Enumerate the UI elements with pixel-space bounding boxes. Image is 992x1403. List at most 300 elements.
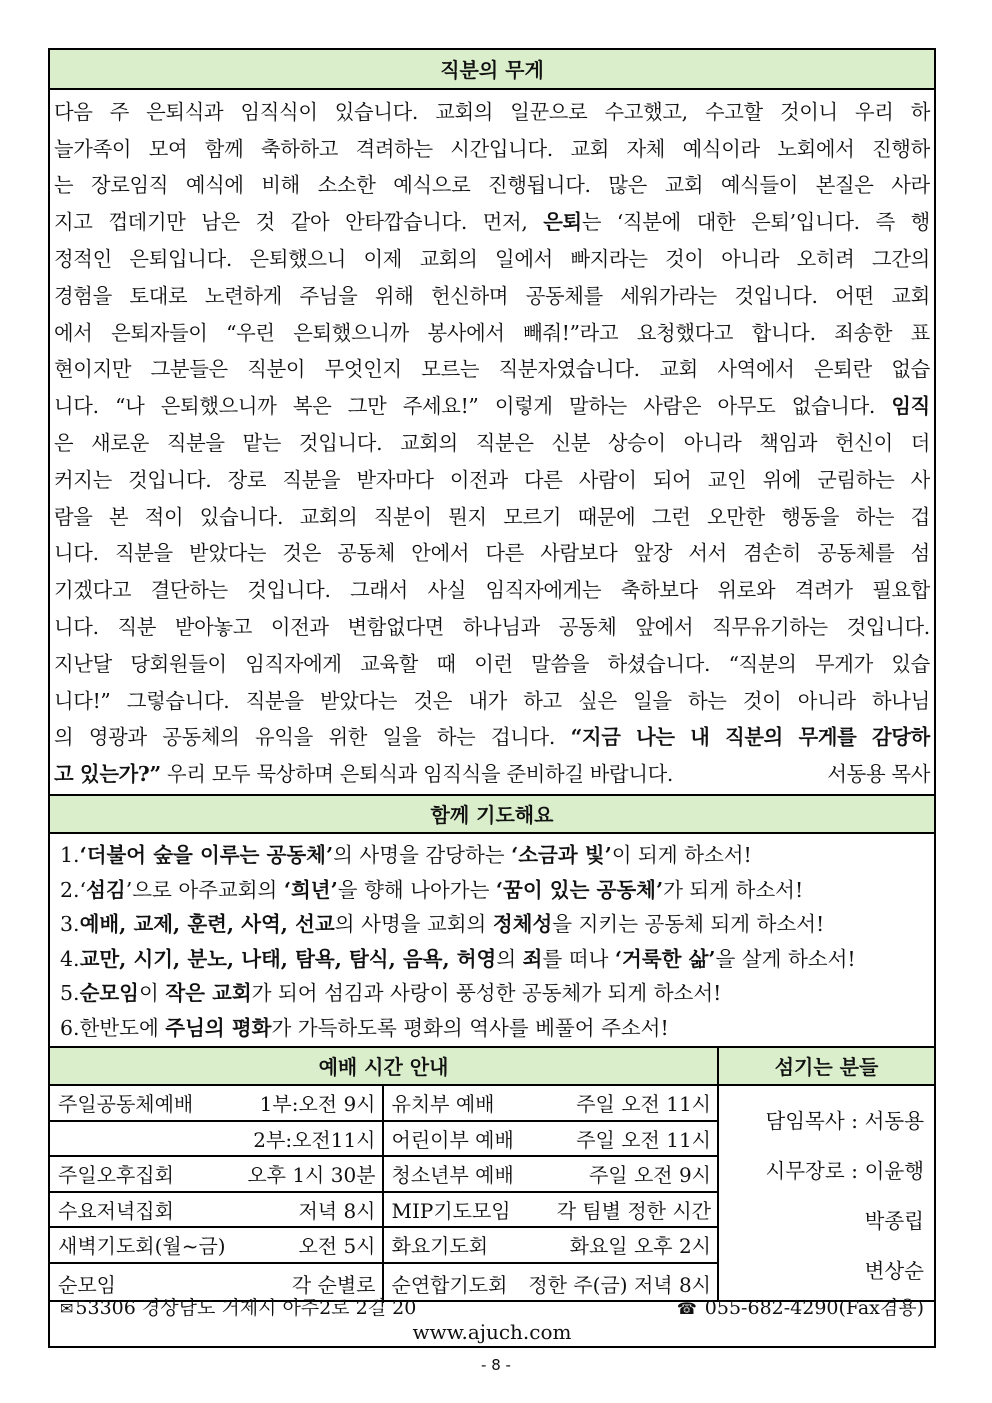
essay-word: 토대로 <box>129 283 188 308</box>
essay-word: 직분 <box>117 615 157 640</box>
bold-text: ‘소금과 빛’ <box>511 843 612 867</box>
essay-word: 축하보다 <box>620 578 698 603</box>
essay-word: 직분이 <box>247 357 306 382</box>
essay-word: 교회 <box>664 173 704 198</box>
service-time: 주일 오전 11시 <box>576 1127 711 1152</box>
prayer-item <box>60 942 934 977</box>
schedule-row <box>50 1086 717 1122</box>
essay-word: 때 <box>436 651 456 676</box>
essay-word: 임직식이 <box>240 99 318 124</box>
essay-word: 되어 <box>652 467 692 492</box>
text: 을 지키는 공동체 되게 하소서! <box>552 912 825 936</box>
essay-word: 사람은 <box>643 394 702 419</box>
essay-word: 직분의 <box>725 725 783 750</box>
essay-line <box>54 386 930 423</box>
schedule-cell <box>50 1086 384 1120</box>
essay-word: 일을 <box>633 688 672 713</box>
bold-text: 고 있는가?” <box>54 762 161 787</box>
essay-word: 주세요!” <box>402 394 479 419</box>
schedule-row <box>50 1157 717 1193</box>
service-time: 각 팀별 정한 시간 <box>556 1198 711 1223</box>
essay-word: 먼저, <box>482 210 528 235</box>
service-time: 2부:오전11시 <box>253 1127 376 1152</box>
text: 이 <box>138 981 166 1005</box>
envelope-icon: ✉ <box>60 1299 74 1318</box>
staff-title: 섬기는 분들 <box>719 1048 934 1086</box>
essay-word: 공동체의 <box>162 725 240 750</box>
essay-word: 노회에서 <box>777 136 855 161</box>
essay-word: 교인 <box>707 467 747 492</box>
essay-word: 있습니다. <box>199 504 284 529</box>
bold-text: 섬김 <box>86 877 126 902</box>
service-time: 오전 5시 <box>298 1234 376 1259</box>
essay-word: 은퇴했으니 <box>249 247 346 272</box>
text: 가 되어 섬김과 사랑이 풍성한 공동체가 되게 하소서! <box>251 981 722 1005</box>
essay-word: 것이 <box>665 247 704 272</box>
essay-word: 교회의 <box>435 99 494 124</box>
essay-word: ‘직분에 <box>616 210 681 235</box>
essay-word: 표 <box>910 320 930 345</box>
text: ’으로 아주교회의 <box>125 877 284 902</box>
service-time: 정한 주(금) 저녁 8시 <box>528 1272 711 1297</box>
essay-word: 상승이 <box>607 431 666 456</box>
schedule-cell <box>50 1122 384 1156</box>
bold-text: ‘꿈이 있는 공동체’ <box>495 877 664 902</box>
essay-word: 은퇴입니다. <box>129 247 233 272</box>
essay-word: 변함없다면 <box>347 615 444 640</box>
essay-line <box>54 166 930 203</box>
essay-word: 어떤 <box>835 283 874 308</box>
bold-text: ‘더불어 숲을 이루는 공동체’ <box>79 843 334 867</box>
schedule-title: 예배 시간 안내 <box>50 1048 717 1086</box>
essay-word: 는 <box>54 173 74 198</box>
schedule-cell <box>384 1086 718 1120</box>
schedule-cell <box>384 1228 718 1262</box>
service-time: 주일 오전 9시 <box>588 1163 711 1188</box>
text: 이 되게 하소서! <box>611 843 752 867</box>
essay-word: 교회의 <box>419 247 478 272</box>
text: 우리 모두 묵상하며 은퇴식과 임직식을 준비하길 바랍니다. <box>160 762 674 787</box>
essay-word: 이전과 <box>449 467 508 492</box>
essay-word: 복은 <box>292 394 332 419</box>
essay-word: 격려하는 <box>355 136 433 161</box>
text: 의 사명을 교회의 <box>334 912 493 936</box>
essay-word: 적이 <box>144 504 184 529</box>
essay-word: 그렇습니다. <box>126 688 230 713</box>
essay-word: 말씀을 <box>531 651 590 676</box>
bold-text: ‘희년’ <box>283 877 338 902</box>
essay-word: 공동체 <box>337 541 396 566</box>
text: 2.‘ <box>60 877 87 902</box>
essay-word: 은퇴식과 <box>146 99 224 124</box>
essay-word: 있습 <box>891 651 930 676</box>
staff-line: 담임목사 : 서동용 <box>765 1109 924 1133</box>
essay-word: 시간입니다. <box>450 136 553 161</box>
essay-word: 위로와 <box>717 578 776 603</box>
essay-word: 같아 <box>290 210 330 235</box>
schedule-cell <box>384 1193 718 1227</box>
essay-line <box>54 92 930 129</box>
essay-word: 더 <box>910 431 930 456</box>
essay-line <box>54 129 930 166</box>
essay-word: 아무도 <box>717 394 776 419</box>
text: 가 가득하도록 평화의 역사를 베풀어 주소서! <box>271 1015 669 1040</box>
essay-word: 자체 <box>626 136 666 161</box>
signature: 서동용 목사 <box>827 762 930 787</box>
essay-word: 니다. <box>54 394 99 419</box>
essay-word: 그래서 <box>350 578 408 603</box>
essay-word: 앞에서 <box>635 615 694 640</box>
schedule-cell <box>50 1228 384 1262</box>
essay-word: 책임과 <box>759 431 818 456</box>
essay-word: 겸손히 <box>743 541 802 566</box>
essay-word: 때문에 <box>577 504 636 529</box>
bold-text: 죄 <box>522 946 543 971</box>
essay-word: 위한 <box>328 725 368 750</box>
essay-word: 사라 <box>891 173 930 198</box>
essay-line <box>54 460 930 497</box>
essay-word: 것은 <box>413 688 453 713</box>
staff-line: 변상순 <box>864 1259 924 1283</box>
prayer-item <box>60 1011 934 1046</box>
essay-word: 본질은 <box>815 173 874 198</box>
essay-word: 것입니다. <box>734 283 818 308</box>
essay-word: 니다. <box>54 541 99 566</box>
essay-word: 에서 <box>54 320 93 345</box>
essay-word: 하는 <box>855 504 895 529</box>
essay-word: 섬 <box>910 541 930 566</box>
essay-line <box>54 534 930 571</box>
essay-word: 봉사에서 <box>427 320 505 345</box>
text: 5. <box>60 981 80 1005</box>
service-time: 화요일 오후 2시 <box>569 1234 711 1259</box>
essay-word: 받아놓고 <box>174 615 253 640</box>
essay-word: 장로임직 <box>90 173 169 198</box>
essay-word: 안에서 <box>411 541 470 566</box>
essay-word: 지난달 <box>54 651 112 676</box>
essay-word: 것입니다. <box>128 467 212 492</box>
essay-word: 신분 <box>551 431 591 456</box>
essay-word: 빠지라는 <box>570 247 648 272</box>
essay-word: 교회 <box>659 357 698 382</box>
essay-word: 것입니다. <box>298 431 383 456</box>
essay-word: 없습 <box>891 357 930 382</box>
essay-word: 모르는 <box>421 357 480 382</box>
schedule-cell <box>50 1157 384 1191</box>
essay-word: 하는 <box>687 688 727 713</box>
essay-word: 은퇴했으니까 <box>160 394 277 419</box>
essay-line <box>54 607 930 644</box>
schedule-row <box>50 1122 717 1158</box>
service-name: 유치부 예배 <box>391 1092 495 1117</box>
essay-word: 임직 <box>891 394 930 419</box>
essay-word: 은퇴자들이 <box>111 320 208 345</box>
essay-word: 오만한 <box>706 504 765 529</box>
service-time: 각 순별로 <box>291 1272 376 1297</box>
essay-word: 정적인 <box>54 247 112 272</box>
essay-word: “나 <box>115 394 145 419</box>
website-link[interactable]: www.ajuch.com <box>412 1320 572 1344</box>
essay-word: 무게가 <box>815 651 873 676</box>
essay-word: 말하는 <box>569 394 627 419</box>
service-name: 순연합기도회 <box>391 1272 508 1297</box>
service-name: MIP기도모임 <box>391 1198 511 1223</box>
essay-word: 예식으로 <box>393 173 471 198</box>
essay-word: 싶은 <box>578 688 617 713</box>
essay-word: 헌신하며 <box>431 283 509 308</box>
essay-word: 무엇인지 <box>324 357 402 382</box>
text: 를 떠나 <box>542 946 615 971</box>
essay-word: 예식에 <box>185 173 244 198</box>
essay-word: 나는 <box>636 725 675 750</box>
essay-word: 앞장 <box>633 541 673 566</box>
essay-word: 내가 <box>468 688 507 713</box>
essay-word: 죄송한 <box>834 320 893 345</box>
essay-line <box>54 644 930 681</box>
essay-body <box>50 90 934 796</box>
essay-word: 직분을 <box>282 467 341 492</box>
essay-line-text <box>54 758 673 787</box>
essay-word: 군림하는 <box>817 467 895 492</box>
essay-word: 늘가족이 <box>54 136 132 161</box>
essay-word: 함께 <box>204 136 244 161</box>
essay-word: 본 <box>109 504 129 529</box>
service-time: 저녁 8시 <box>298 1198 376 1223</box>
service-name: 새벽기도회(월~금) <box>58 1234 226 1259</box>
essay-word: 축하하고 <box>260 136 339 161</box>
essay-word: 즉 <box>875 210 895 235</box>
essay-word: 경험을 <box>54 283 112 308</box>
essay-word: 일을 <box>382 725 422 750</box>
essay-word: 현이지만 <box>54 357 132 382</box>
essay-word: 받았다는 <box>189 541 267 566</box>
essay-word: 장로 <box>227 467 267 492</box>
essay-word: 주 <box>109 99 130 124</box>
essay-word: 하나님과 <box>462 615 540 640</box>
essay-word: 필요합 <box>872 578 930 603</box>
essay-word: 다른 <box>485 541 524 566</box>
essay-word: 사실 <box>427 578 467 603</box>
essay-word: 것입니다. <box>846 615 930 640</box>
essay-line <box>54 754 930 791</box>
essay-word: 공동체를 <box>817 541 895 566</box>
essay-word: 사 <box>910 467 930 492</box>
essay-word: 기겠다고 <box>54 578 132 603</box>
service-time: 주일 오전 11시 <box>576 1092 711 1117</box>
service-name: 순모임 <box>58 1272 116 1297</box>
prayer-title: 함께 기도해요 <box>50 796 934 834</box>
essay-word: 공동체를 <box>525 283 603 308</box>
essay-word: 받았다는 <box>319 688 398 713</box>
phone <box>677 1295 924 1321</box>
staff-line: 시무장로 : 이윤행 <box>765 1159 924 1183</box>
essay-word: 것 <box>255 210 275 235</box>
essay-word: “직분의 <box>728 651 797 676</box>
essay-word: 헌신이 <box>834 431 893 456</box>
schedule-cell <box>50 1193 384 1227</box>
bold-text: 주님의 평화 <box>165 1015 272 1040</box>
text: 의 사명을 감당하는 <box>333 843 512 867</box>
footer <box>50 1294 934 1346</box>
essay-word: 교회의 <box>299 504 358 529</box>
essay-word: 모르기 <box>503 504 562 529</box>
essay-word: 직분을 <box>166 431 225 456</box>
essay-word: 이렇게 <box>494 394 553 419</box>
essay-word: 것입니다. <box>247 578 331 603</box>
essay-word: 예식들이 <box>720 173 799 198</box>
essay-word: 겁 <box>910 504 930 529</box>
prayer-list <box>50 834 934 1048</box>
essay-word: 위에 <box>762 467 802 492</box>
essay-word: 직분이 <box>373 504 432 529</box>
essay-word: 주님을 <box>299 283 358 308</box>
staff-line: 박종립 <box>864 1209 924 1233</box>
essay-word: 행 <box>910 210 930 235</box>
text: 6.한반도에 <box>60 1015 166 1040</box>
essay-word: 아니라 <box>683 431 742 456</box>
essay-line <box>54 681 930 718</box>
essay-word: 그만 <box>347 394 387 419</box>
essay-word: 다음 <box>54 99 93 124</box>
essay-word: 요청했다고 <box>636 320 734 345</box>
essay-word: 것은 <box>282 541 321 566</box>
essay-word: 수고할 <box>704 99 763 124</box>
essay-word: 이전과 <box>270 615 329 640</box>
essay-line <box>54 570 930 607</box>
essay-word: 일에서 <box>495 247 553 272</box>
text: 1. <box>60 843 80 867</box>
phone-text: 055-682-4290(Fax겸용) <box>704 1297 924 1319</box>
essay-word: 직무유기하는 <box>712 615 828 640</box>
text: 가 되게 하소서! <box>663 877 804 902</box>
essay-word: 임직자에게는 <box>485 578 602 603</box>
essay-word: 이제 <box>363 247 403 272</box>
essay-word: 일꾼으로 <box>510 99 588 124</box>
essay-word: 직분자였습니다. <box>498 357 640 382</box>
text: 3. <box>60 912 80 936</box>
essay-word: 받자마다 <box>356 467 434 492</box>
service-name: 화요기도회 <box>391 1234 489 1259</box>
essay-word: 직분은 <box>475 431 534 456</box>
essay-word: 행동을 <box>781 504 840 529</box>
bold-text: 예배, 교제, 훈련, 사역, 선교 <box>79 912 335 936</box>
text: 의 <box>496 946 523 971</box>
service-name: 어린이부 예배 <box>391 1127 514 1152</box>
essay-word: 다른 <box>523 467 563 492</box>
essay-word: 그간의 <box>872 247 930 272</box>
bold-text: 순모임 <box>79 981 139 1005</box>
essay-word: 은퇴했으니까 <box>293 320 409 345</box>
page-number: - 8 - <box>481 1356 511 1374</box>
text: 을 살게 하소서! <box>715 946 856 971</box>
essay-line <box>54 350 930 387</box>
essay-title: 직분의 무게 <box>50 50 934 90</box>
schedule-cell <box>384 1157 718 1191</box>
essay-word: 그런 <box>651 504 691 529</box>
essay-word: 하고 <box>523 688 562 713</box>
essay-word: 서서 <box>688 541 727 566</box>
address-text: 53306 경상남도 거제시 아주2로 2길 20 <box>75 1297 417 1319</box>
worship-schedule <box>50 1048 719 1300</box>
essay-word: 하나님 <box>871 688 930 713</box>
essay-word: 니다. <box>54 615 99 640</box>
essay-word: 예식이라 <box>682 136 760 161</box>
essay-line <box>54 276 930 313</box>
schedule-row <box>50 1228 717 1264</box>
text: 4. <box>60 946 80 971</box>
essay-word: 합니다. <box>751 320 816 345</box>
service-time: 1부:오전 9시 <box>259 1092 376 1117</box>
essay-word: 아니라 <box>721 247 780 272</box>
address <box>60 1295 416 1321</box>
essay-word: 지고 <box>54 210 93 235</box>
essay-line <box>54 239 930 276</box>
essay-word: 내 <box>690 725 710 750</box>
essay-word: “지금 <box>570 725 621 750</box>
essay-word: 영광과 <box>88 725 147 750</box>
essay-word: 새로운 <box>91 431 149 456</box>
essay-line <box>54 423 930 460</box>
staff-panel <box>719 1048 934 1300</box>
essay-word: 것이 <box>742 688 782 713</box>
essay-word: 하 <box>910 99 930 124</box>
bold-text: 정체성 <box>492 912 553 936</box>
essay-word: 은퇴는 <box>543 210 602 235</box>
essay-word: 남은 <box>201 210 240 235</box>
essay-line <box>54 718 930 755</box>
service-time: 오후 1시 30분 <box>247 1163 376 1188</box>
schedule-cell <box>384 1122 718 1156</box>
schedule-row <box>50 1193 717 1229</box>
prayer-item <box>60 907 934 942</box>
essay-word: 오히려 <box>796 247 855 272</box>
essay-word: 임직자에게 <box>245 651 342 676</box>
essay-word: 세워가라는 <box>620 283 717 308</box>
essay-word: 것이니 <box>779 99 838 124</box>
essay-word: 진행됩니다. <box>488 173 591 198</box>
essay-word: 교육할 <box>360 651 419 676</box>
essay-word: 빼줘!”라고 <box>523 320 619 345</box>
service-name: 청소년부 예배 <box>391 1163 514 1188</box>
essay-word: 은퇴’입니다. <box>751 210 860 235</box>
essay-word: 교회 <box>891 283 930 308</box>
essay-word: 교회 <box>570 136 609 161</box>
essay-word: 뭔지 <box>448 504 487 529</box>
essay-word: 비해 <box>261 173 300 198</box>
essay-word: 맡는 <box>242 431 282 456</box>
essay-line <box>54 313 930 350</box>
essay-word: 은퇴란 <box>814 357 872 382</box>
essay-word: 그분들은 <box>150 357 228 382</box>
bold-text: ‘거룩한 삶’ <box>614 946 716 971</box>
essay-word: 하셨습니다. <box>607 651 711 676</box>
essay-word: 하는 <box>436 725 476 750</box>
essay-word: 니다!” <box>54 688 111 713</box>
prayer-item <box>60 976 934 1011</box>
phone-icon: ☎ <box>676 1299 697 1318</box>
essay-word: 우리 <box>854 99 894 124</box>
essay-word: 직분을 <box>114 541 173 566</box>
schedule-table <box>50 1086 717 1303</box>
text: 을 향해 나아가는 <box>337 877 496 902</box>
essay-word: 위해 <box>374 283 414 308</box>
essay-word: 람을 <box>54 504 93 529</box>
essay-word: 무게를 <box>798 725 857 750</box>
essay-word: 공동체 <box>558 615 617 640</box>
essay-word: 결단하는 <box>150 578 228 603</box>
bulletin-page <box>48 48 936 1348</box>
essay-word: 감당하 <box>872 725 930 750</box>
